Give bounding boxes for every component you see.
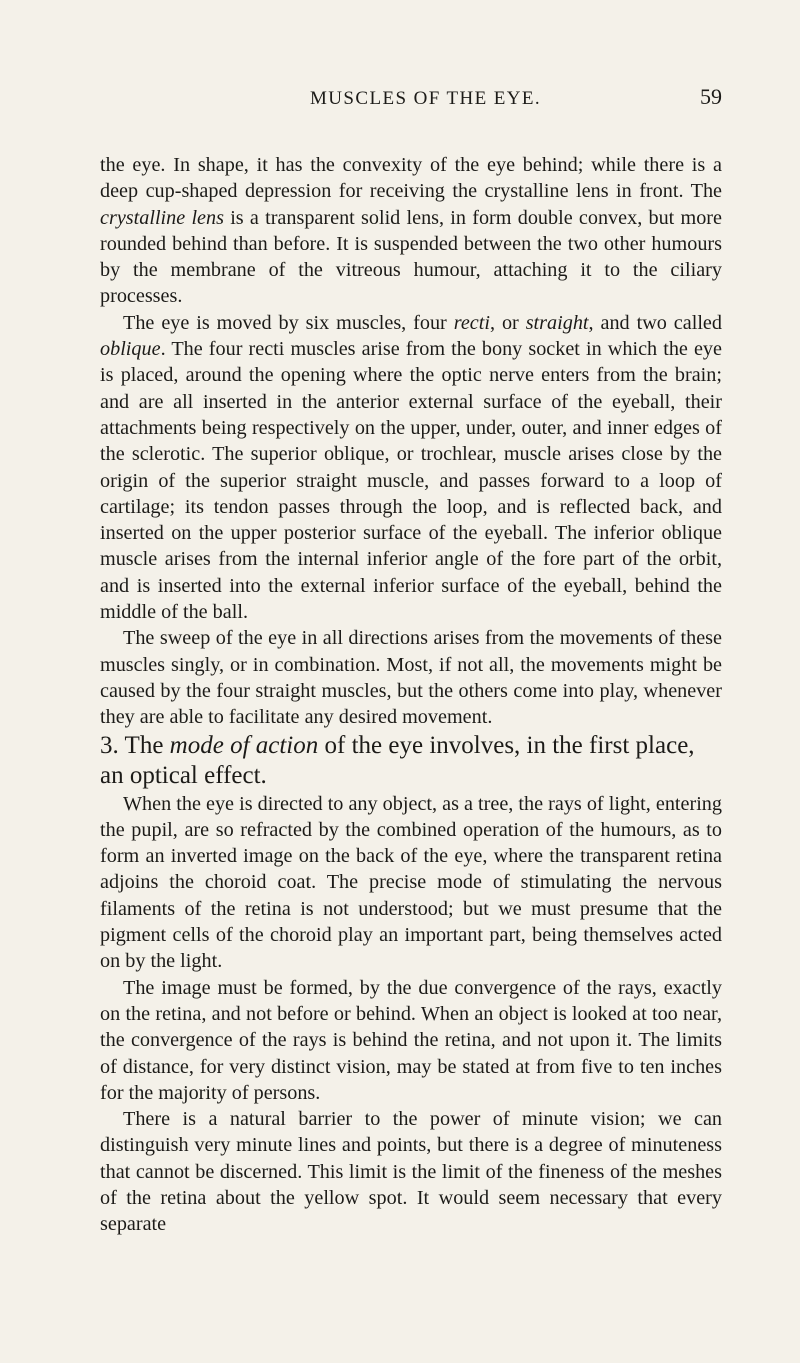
paragraph — [100, 1106, 722, 1237]
italic-term: oblique — [100, 338, 161, 361]
section-heading-paragraph — [100, 731, 722, 791]
page-number: 59 — [700, 84, 722, 109]
text-run: 3. The — [100, 731, 170, 759]
running-head — [100, 84, 722, 110]
paragraph — [100, 975, 722, 1106]
text-run: the eye. In shape, it has the convexity of the eye behind; while there is a deep cup-shaped depression for receiving the crystalline lens in front. The — [100, 154, 722, 203]
text-run: There is a natural barrier to the power of minute vision; we can distinguish very minute lines and points, but there is a degree of minuteness that cannot be discerned. This limit is the limit of the fineness of the meshes of the retina about the yellow spot. It would seem necessary that every separate — [100, 1108, 722, 1236]
text-run: When the eye is directed to any object, as a tree, the rays of light, entering the pupil, are so refracted by the combined operation of the humours, as to form an inverted image on the back of the eye, where the transparent retina adjoins the choroid coat. The precise mode of stimulating the nervous filaments of the retina is not understood; but we must presume that the pigment cells of the choroid play an important part, being themselves acted on by the light. — [100, 792, 722, 973]
text-run: The sweep of the eye in all directions arises from the movements of these muscles singly, or in combination. Most, if not all, the movements might be caused by the four straight muscles, but the others come into play, whenever they are able to facilitate any desired movement. — [100, 627, 722, 729]
paragraph — [100, 625, 722, 730]
body-text — [100, 152, 722, 1238]
text-run: of the eye involves, in the first place, an optical effect. — [100, 731, 695, 789]
italic-term: recti — [453, 311, 490, 334]
text-run: , or — [489, 311, 526, 334]
text-run: is a transparent solid lens, in form double convex, but more rounded behind than before. It is suspended between the two other humours by the membrane of the vitreous humour, attaching it to the ciliary processes. — [100, 206, 722, 308]
text-run: The image must be formed, by the due convergence of the rays, exactly on the retina, and not before or behind. When an object is looked at too near, the convergence of the rays is behind the retina, and not upon it. The limits of distance, for very distinct vision, may be stated at from five to ten inches for the majority of persons. — [100, 976, 722, 1104]
paragraph — [100, 310, 722, 626]
italic-term: mode of action — [169, 731, 319, 759]
text-run: The eye is moved by six muscles, four — [123, 311, 454, 334]
paragraph — [100, 152, 722, 310]
italic-term: straight — [525, 311, 589, 334]
paragraph — [100, 791, 722, 975]
text-run: . The four recti muscles arise from the bony socket in which the eye is placed, around the opening where the optic nerve enters from the brain; and are all inserted in the anterior external surface of the eyeball, their attachments being respectively on the upper, under, outer, and inner edges of the sclerotic. The superior oblique, or trochlear, muscle arises close by the origin of the superior straight muscle, and passes forward to a loop of cartilage; its tendon passes through the loop, and is reflected back, and inserted on the upper posterior surface of the eyeball. The inferior oblique muscle arises from the internal inferior angle of the fore part of the orbit, and is inserted into the external inferior surface of the eyeball, behind the middle of the ball. — [100, 338, 722, 624]
text-run: , and two called — [588, 311, 722, 334]
running-title: MUSCLES OF THE EYE. — [310, 88, 542, 109]
italic-term: crystalline lens — [100, 206, 224, 229]
